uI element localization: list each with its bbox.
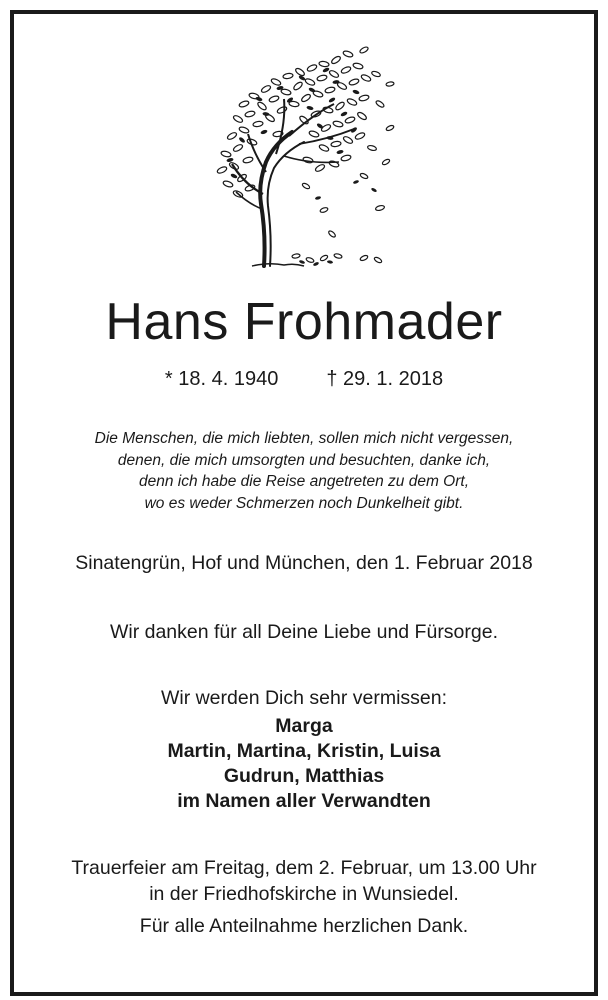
place-and-date: Sinatengrün, Hof und München, den 1. Februar 2018 [75, 552, 533, 574]
family-names [0, 714, 608, 814]
death-date: † 29. 1. 2018 [326, 368, 444, 390]
poem-line: denn ich habe die Reise angetreten zu dem Ort, [138, 473, 469, 490]
deceased-name: Hans Frohmader [105, 293, 503, 351]
funeral-service-info [0, 855, 608, 939]
life-dates [0, 365, 608, 393]
family-line: Marga [275, 715, 333, 737]
family-line: Gudrun, Matthias [223, 765, 385, 787]
memorial-poem [0, 428, 608, 514]
family-line: Martin, Martina, Kristin, Luisa [167, 740, 441, 762]
windblown-tree-icon [214, 44, 404, 274]
birth-date: * 18. 4. 1940 [164, 368, 279, 390]
poem-line: wo es weder Schmerzen noch Dunkelheit gibt. [144, 494, 464, 512]
closing-thanks: Für alle Anteilnahme herzlichen Dank. [139, 915, 469, 937]
poem-line: Die Menschen, die mich liebten, sollen mich nicht vergessen, [94, 430, 514, 447]
service-line: Trauerfeier am Freitag, dem 2. Februar, um 13.00 Uhr [71, 857, 537, 879]
family-line: im Namen aller Verwandten [177, 790, 431, 812]
poem-line: denen, die mich umsorgten und besuchten, danke ich, [117, 451, 491, 469]
thanks-line: Wir danken für all Deine Liebe und Fürsorge. [109, 621, 499, 643]
miss-line: Wir werden Dich sehr vermissen: [160, 687, 448, 709]
service-line: in der Friedhofskirche in Wunsiedel. [149, 883, 459, 905]
